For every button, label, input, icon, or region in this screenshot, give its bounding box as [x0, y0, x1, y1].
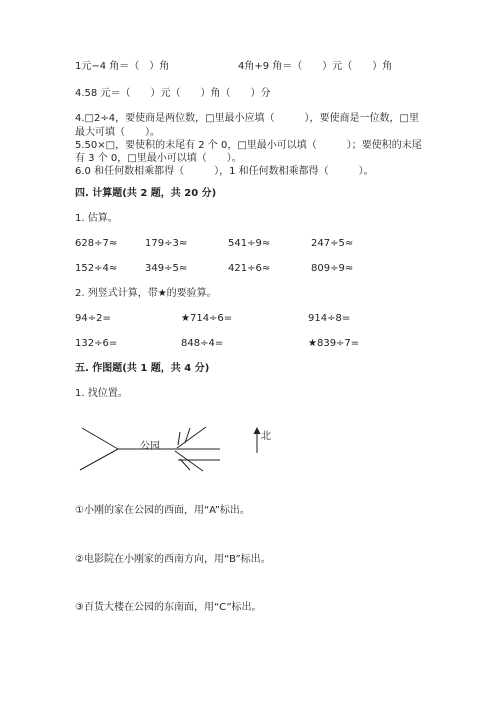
north-arrow-icon	[254, 427, 261, 434]
estimate-item: 541÷9≈	[228, 238, 271, 249]
vertical-calc-item: 848÷4=	[181, 338, 224, 349]
question-4-line-2: 最大可填（ ）。	[75, 127, 160, 138]
section-4-title: 四. 计算题(共 2 题，共 20 分)	[75, 188, 217, 199]
blank-line-1a: 1元−4 角＝（ ）角	[75, 61, 170, 72]
estimate-item: 349÷5≈	[145, 263, 188, 274]
estimate-item: 628÷7≈	[75, 238, 118, 249]
vertical-calc-item: 94÷2=	[75, 313, 111, 324]
find-position-label: 1. 找位置。	[75, 388, 128, 399]
question-6: 6.0 和任何数相乘都得（ ），1 和任何数相乘都得（ ）。	[75, 166, 374, 177]
estimate-item: 179÷3≈	[145, 238, 188, 249]
task-item: ③百货大楼在公园的东南面，用“C”标出。	[75, 602, 262, 613]
estimate-item: 809÷9≈	[311, 263, 354, 274]
blank-line-2: 4.58 元＝（ ）元（ ）角（ ）分	[75, 88, 271, 99]
question-5-line-1: 5.50×□，要使积的末尾有 2 个 0，□里最小可以填（ ）；要使积的末尾	[75, 140, 422, 151]
estimate-item: 421÷6≈	[228, 263, 271, 274]
vertical-calc-item: 132÷6=	[75, 338, 118, 349]
park-label: 公园	[140, 441, 160, 452]
vertical-calc-label: 2. 列竖式计算，带★的要验算。	[75, 288, 217, 299]
question-5-line-2: 有 3 个 0，□里最小可以填（ ）。	[75, 153, 242, 164]
north-label: 北	[261, 431, 271, 442]
vertical-calc-item: ★839÷7=	[308, 338, 360, 349]
estimate-label: 1. 估算。	[75, 213, 118, 224]
task-item: ①小刚的家在公园的西面，用“A”标出。	[75, 505, 250, 516]
vertical-calc-item: 914÷8=	[308, 313, 351, 324]
estimate-item: 247÷5≈	[311, 238, 354, 249]
section-5-title: 五. 作图题(共 1 题，共 4 分)	[75, 363, 210, 374]
question-4-line-1: 4.□2÷4，要使商是两位数，□里最小应填（ ），要使商是一位数，□里	[75, 113, 419, 124]
task-item: ②电影院在小刚家的西南方向，用“B”标出。	[75, 554, 271, 565]
blank-line-1b: 4角+9 角＝（ ）元（ ）角	[238, 61, 393, 72]
estimate-item: 152÷4≈	[75, 263, 118, 274]
vertical-calc-item: ★714÷6=	[181, 313, 233, 324]
